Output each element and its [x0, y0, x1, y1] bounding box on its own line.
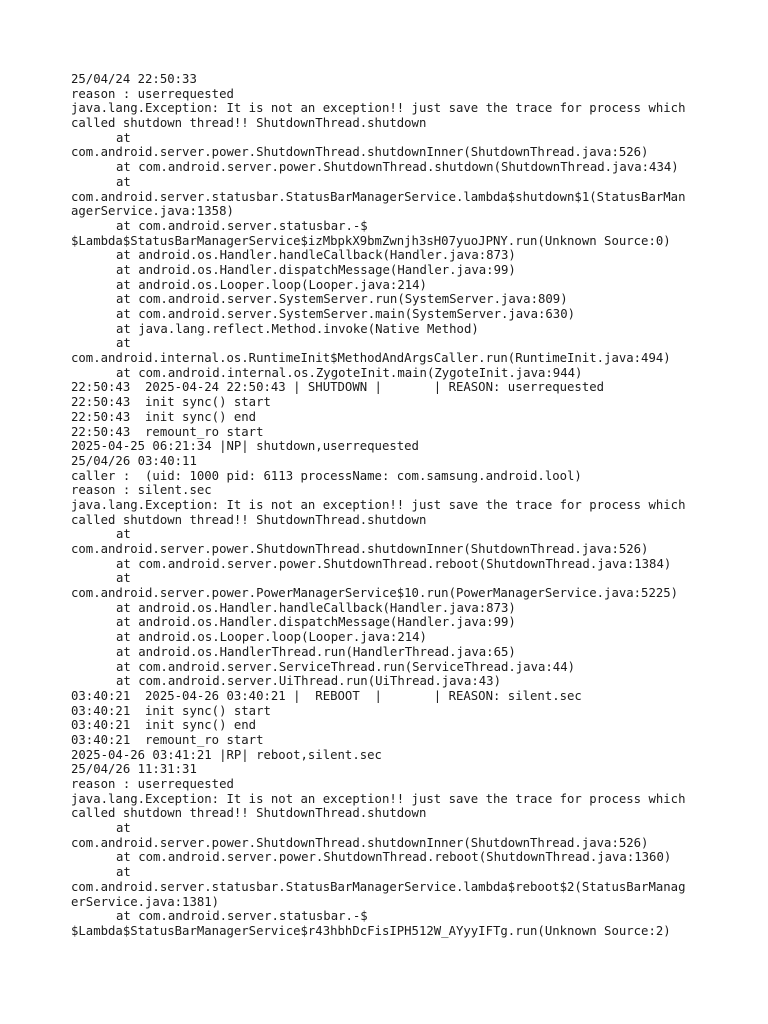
log-line: at: [116, 821, 131, 836]
log-line: at android.os.Handler.handleCallback(Handler.java:873): [116, 248, 516, 263]
log-line: $Lambda$StatusBarManagerService$r43hbhDcFisIPH512W_AYyyIFTg.run(Unknown Source:2): [71, 923, 671, 938]
log-line: erService.java:1381): [71, 894, 220, 909]
log-line: at: [116, 336, 131, 351]
log-line: 2025-04-25 06:21:34 |NP| shutdown,userrequested: [71, 439, 419, 454]
log-line: at com.android.internal.os.ZygoteInit.main(ZygoteInit.java:944): [116, 365, 583, 380]
log-line: 25/04/26 03:40:11: [71, 453, 197, 468]
log-line: at com.android.server.ServiceThread.run(ServiceThread.java:44): [116, 659, 576, 674]
log-line: at android.os.Looper.loop(Looper.java:214): [116, 277, 427, 292]
log-line: reason : userrequested: [71, 777, 234, 791]
log-line: called shutdown thread!! ShutdownThread.shutdown: [71, 116, 427, 131]
log-line: com.android.server.statusbar.StatusBarManagerService.lambda$reboot$2(StatusBarManag: [71, 879, 686, 894]
log-line: at: [116, 130, 131, 145]
log-line: at: [116, 865, 131, 880]
log-line: at com.android.server.statusbar.-$: [116, 909, 368, 924]
log-line: reason : silent.sec: [71, 483, 212, 498]
log-line: called shutdown thread!! ShutdownThread.shutdown: [71, 512, 427, 527]
log-line: at android.os.Looper.loop(Looper.java:214): [116, 630, 427, 645]
log-line: 22:50:43 init sync() start: [71, 395, 271, 410]
log-line: at com.android.server.SystemServer.main(SystemServer.java:630): [116, 307, 576, 321]
log-line: at com.android.server.SystemServer.run(SystemServer.java:809): [116, 292, 568, 307]
log-line: at android.os.Handler.handleCallback(Handler.java:873): [116, 600, 516, 615]
log-line: at com.android.server.power.ShutdownThread.reboot(ShutdownThread.java:1360): [116, 850, 672, 865]
log-line: 03:40:21 init sync() start: [71, 703, 271, 718]
log-line: at com.android.server.power.ShutdownThread.reboot(ShutdownThread.java:1384): [116, 556, 672, 571]
log-line: at java.lang.reflect.Method.invoke(Native Method): [116, 321, 479, 336]
log-line: $Lambda$StatusBarManagerService$izMbpkX9bmZwnjh3sH07yuoJPNY.run(Unknown Source:0): [71, 233, 671, 248]
log-line: at android.os.Handler.dispatchMessage(Handler.java:99): [116, 615, 516, 630]
log-line: 22:50:43 remount_ro start: [71, 424, 264, 439]
log-line: caller : (uid: 1000 pid: 6113 processName: com.samsung.android.lool): [71, 468, 582, 483]
log-line: at com.android.server.power.ShutdownThread.shutdown(ShutdownThread.java:434): [116, 160, 679, 175]
log-line: java.lang.Exception: It is not an exception!! just save the trace for process which: [71, 791, 686, 806]
log-line: at com.android.server.UiThread.run(UiThread.java:43): [116, 674, 501, 689]
log-line: at android.os.HandlerThread.run(HandlerThread.java:65): [116, 644, 516, 659]
log-line: at: [116, 571, 131, 586]
log-line: reason : userrequested: [71, 86, 234, 101]
log-line: 2025-04-26 03:41:21 |RP| reboot,silent.sec: [71, 747, 382, 762]
log-line: com.android.internal.os.RuntimeInit$MethodAndArgsCaller.run(RuntimeInit.java:494): [71, 351, 671, 366]
log-line: called shutdown thread!! ShutdownThread.shutdown: [71, 806, 427, 821]
log-line: com.android.server.power.ShutdownThread.shutdownInner(ShutdownThread.java:526): [71, 542, 649, 556]
log-line: java.lang.Exception: It is not an exception!! just save the trace for process which: [71, 101, 686, 116]
log-line: com.android.server.power.ShutdownThread.shutdownInner(ShutdownThread.java:526): [71, 145, 649, 160]
log-line: com.android.server.power.PowerManagerService$10.run(PowerManagerService.java:5225): [71, 586, 679, 601]
log-line: 22:50:43 2025-04-24 22:50:43 | SHUTDOWN | | REASON: userrequested: [71, 380, 605, 395]
log-text-block: [71, 72, 711, 939]
log-line: agerService.java:1358): [71, 204, 234, 219]
log-line: at com.android.server.statusbar.-$: [116, 218, 368, 233]
log-line: at: [116, 174, 131, 189]
log-line: at: [116, 527, 131, 542]
log-line: 22:50:43 init sync() end: [71, 409, 257, 424]
log-line: com.android.server.statusbar.StatusBarManagerService.lambda$shutdown$1(StatusBarMan: [71, 189, 686, 204]
log-line: 25/04/24 22:50:33: [71, 72, 197, 86]
log-line: 03:40:21 init sync() end: [71, 718, 257, 733]
log-line: com.android.server.power.ShutdownThread.shutdownInner(ShutdownThread.java:526): [71, 835, 649, 850]
log-line: 03:40:21 2025-04-26 03:40:21 | REBOOT | | REASON: silent.sec: [71, 688, 582, 703]
log-line: 25/04/26 11:31:31: [71, 762, 197, 777]
log-line: at android.os.Handler.dispatchMessage(Handler.java:99): [116, 262, 516, 277]
log-line: 03:40:21 remount_ro start: [71, 732, 264, 747]
log-line: java.lang.Exception: It is not an exception!! just save the trace for process which: [71, 497, 686, 512]
